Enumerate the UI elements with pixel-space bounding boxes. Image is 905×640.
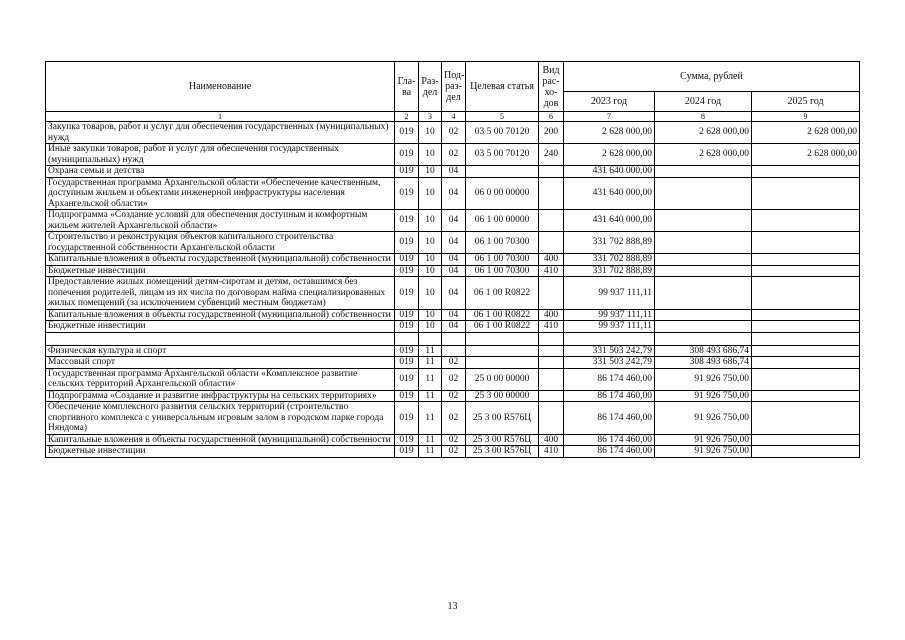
row-glava: 019	[395, 177, 419, 210]
row-razdel: 10	[419, 321, 442, 333]
row-target: 06 1 00 R0822	[466, 321, 539, 333]
row-vid: 240	[539, 144, 564, 166]
row-glava: 019	[395, 166, 419, 178]
row-razdel: 10	[419, 166, 442, 178]
row-razdel: 10	[419, 309, 442, 321]
row-vid	[539, 232, 564, 254]
row-vid: 400	[539, 254, 564, 266]
row-razdel: 10	[419, 265, 442, 277]
row-razdel: 10	[419, 122, 442, 144]
row-podrazdel: 04	[442, 277, 466, 310]
row-vid	[539, 210, 564, 232]
row-sum-2025	[752, 390, 860, 402]
row-name: Охрана семьи и детства	[46, 166, 395, 178]
row-razdel: 11	[419, 446, 442, 458]
header-razdel: Раз-дел	[419, 62, 442, 112]
row-podrazdel: 04	[442, 265, 466, 277]
row-sum-2024	[655, 166, 752, 178]
row-sum-2023: 431 640 000,00	[564, 210, 655, 232]
row-name: Массовый спорт	[46, 357, 395, 369]
row-name	[46, 332, 395, 345]
row-sum-2024: 91 926 750,00	[655, 446, 752, 458]
header-glava: Гла-ва	[395, 62, 419, 112]
row-razdel: 11	[419, 357, 442, 369]
row-sum-2025	[752, 345, 860, 357]
row-target: 06 1 00 70300	[466, 265, 539, 277]
row-vid: 410	[539, 265, 564, 277]
row-razdel: 11	[419, 390, 442, 402]
table-row	[46, 277, 860, 310]
row-vid	[539, 277, 564, 310]
row-target	[466, 345, 539, 357]
row-razdel: 11	[419, 368, 442, 390]
header-sum: Сумма, рублей	[564, 62, 860, 92]
row-sum-2023: 431 640 000,00	[564, 166, 655, 178]
table-row	[46, 210, 860, 232]
row-name: Подпрограмма «Создание и развитие инфраструктуры на сельских территориях»	[46, 390, 395, 402]
row-vid	[539, 177, 564, 210]
row-sum-2024	[655, 177, 752, 210]
row-sum-2025	[752, 368, 860, 390]
header-target: Целевая статья	[466, 62, 539, 112]
header-vid: Вид рас-хо-дов	[539, 62, 564, 112]
row-sum-2023: 86 174 460,00	[564, 368, 655, 390]
row-glava: 019	[395, 232, 419, 254]
header-year-2025: 2025 год	[752, 92, 860, 112]
row-name: Подпрограмма «Создание условий для обеспечения доступным и комфортным жильем жителей Архангельской области»	[46, 210, 395, 232]
row-sum-2024	[655, 309, 752, 321]
row-sum-2024: 2 628 000,00	[655, 122, 752, 144]
table-row	[46, 390, 860, 402]
row-sum-2025	[752, 321, 860, 333]
row-glava: 019	[395, 309, 419, 321]
row-sum-2025: 2 628 000,00	[752, 144, 860, 166]
row-vid	[539, 166, 564, 178]
row-sum-2023: 99 937 111,11	[564, 309, 655, 321]
row-glava: 019	[395, 277, 419, 310]
row-vid: 200	[539, 122, 564, 144]
column-number-row	[46, 112, 860, 122]
row-glava: 019	[395, 210, 419, 232]
row-podrazdel: 02	[442, 390, 466, 402]
row-sum-2025	[752, 265, 860, 277]
row-target: 06 1 00 R0822	[466, 277, 539, 310]
row-target	[466, 357, 539, 369]
budget-table	[45, 61, 860, 458]
row-target: 06 1 00 00000	[466, 210, 539, 232]
row-sum-2023: 431 640 000,00	[564, 177, 655, 210]
row-sum-2024	[655, 277, 752, 310]
row-sum-2024: 308 493 686,74	[655, 357, 752, 369]
row-name: Государственная программа Архангельской области «Комплексное развитие сельских территорий Архангельской области»	[46, 368, 395, 390]
row-podrazdel: 02	[442, 434, 466, 446]
row-sum-2024	[655, 265, 752, 277]
row-glava: 019	[395, 434, 419, 446]
column-number: 6	[539, 112, 564, 122]
table-row	[46, 357, 860, 369]
row-podrazdel: 04	[442, 232, 466, 254]
column-number: 9	[752, 112, 860, 122]
column-number: 2	[395, 112, 419, 122]
row-target: 25 3 00 00000	[466, 390, 539, 402]
row-vid	[539, 332, 564, 345]
table-row	[46, 177, 860, 210]
row-sum-2023: 331 702 888,89	[564, 232, 655, 254]
row-glava: 019	[395, 144, 419, 166]
table-row	[46, 122, 860, 144]
row-sum-2023: 86 174 460,00	[564, 446, 655, 458]
header-year-2024: 2024 год	[655, 92, 752, 112]
row-name: Бюджетные инвестиции	[46, 265, 395, 277]
row-sum-2023: 86 174 460,00	[564, 434, 655, 446]
row-sum-2025	[752, 232, 860, 254]
row-name: Иные закупки товаров, работ и услуг для обеспечения государственных (муниципальных) нужд	[46, 144, 395, 166]
row-sum-2025	[752, 402, 860, 435]
table-row	[46, 309, 860, 321]
row-target: 06 0 00 00000	[466, 177, 539, 210]
row-glava: 019	[395, 357, 419, 369]
row-razdel	[419, 332, 442, 345]
row-target: 06 1 00 70300	[466, 254, 539, 266]
row-vid	[539, 390, 564, 402]
row-vid	[539, 402, 564, 435]
row-razdel: 11	[419, 345, 442, 357]
header-podrazdel: Под-раз-дел	[442, 62, 466, 112]
row-glava: 019	[395, 390, 419, 402]
row-glava: 019	[395, 402, 419, 435]
row-podrazdel: 04	[442, 254, 466, 266]
row-sum-2025	[752, 166, 860, 178]
row-glava: 019	[395, 321, 419, 333]
table-row	[46, 332, 860, 345]
row-sum-2025: 2 628 000,00	[752, 122, 860, 144]
column-number: 3	[419, 112, 442, 122]
row-name: Государственная программа Архангельской области «Обеспечение качественным, доступным жильем и объектами инженерной инфраструктуры населения Архангельской области»	[46, 177, 395, 210]
row-razdel: 10	[419, 144, 442, 166]
column-number: 7	[564, 112, 655, 122]
row-sum-2023: 331 702 888,89	[564, 265, 655, 277]
row-target	[466, 166, 539, 178]
row-vid: 400	[539, 309, 564, 321]
row-podrazdel: 04	[442, 321, 466, 333]
table-row	[46, 321, 860, 333]
row-name: Бюджетные инвестиции	[46, 321, 395, 333]
column-number: 8	[655, 112, 752, 122]
row-target	[466, 332, 539, 345]
row-sum-2023: 331 702 888,89	[564, 254, 655, 266]
row-podrazdel: 04	[442, 309, 466, 321]
row-target: 25 3 00 R576Ц	[466, 446, 539, 458]
row-sum-2023: 99 937 111,11	[564, 321, 655, 333]
row-target: 06 1 00 R0822	[466, 309, 539, 321]
row-sum-2025	[752, 309, 860, 321]
row-name: Капитальные вложения в объекты государственной (муниципальной) собственности	[46, 254, 395, 266]
row-podrazdel: 04	[442, 166, 466, 178]
table-row	[46, 254, 860, 266]
row-sum-2025	[752, 332, 860, 345]
row-name: Капитальные вложения в объекты государственной (муниципальной) собственности	[46, 434, 395, 446]
column-number: 5	[466, 112, 539, 122]
row-sum-2023: 99 937 111,11	[564, 277, 655, 310]
row-vid	[539, 368, 564, 390]
row-sum-2025	[752, 177, 860, 210]
row-podrazdel: 02	[442, 402, 466, 435]
row-sum-2024: 91 926 750,00	[655, 368, 752, 390]
row-razdel: 11	[419, 434, 442, 446]
row-razdel: 10	[419, 277, 442, 310]
row-name: Закупка товаров, работ и услуг для обеспечения государственных (муниципальных) нужд	[46, 122, 395, 144]
row-target: 06 1 00 70300	[466, 232, 539, 254]
table-row	[46, 446, 860, 458]
row-sum-2025	[752, 254, 860, 266]
row-sum-2024	[655, 321, 752, 333]
row-target: 03 5 00 70120	[466, 144, 539, 166]
row-sum-2023: 86 174 460,00	[564, 390, 655, 402]
row-target: 25 0 00 00000	[466, 368, 539, 390]
row-glava: 019	[395, 122, 419, 144]
table-row	[46, 434, 860, 446]
row-sum-2023: 2 628 000,00	[564, 122, 655, 144]
row-sum-2023: 2 628 000,00	[564, 144, 655, 166]
row-vid: 400	[539, 434, 564, 446]
row-glava: 019	[395, 446, 419, 458]
column-number: 4	[442, 112, 466, 122]
row-vid: 410	[539, 321, 564, 333]
row-sum-2023: 86 174 460,00	[564, 402, 655, 435]
row-sum-2024: 2 628 000,00	[655, 144, 752, 166]
row-sum-2025	[752, 210, 860, 232]
row-razdel: 10	[419, 210, 442, 232]
row-name: Строительство и реконструкция объектов капитального строительства государственной собственности Архангельской области	[46, 232, 395, 254]
row-name: Физическая культура и спорт	[46, 345, 395, 357]
row-sum-2024	[655, 332, 752, 345]
row-razdel: 11	[419, 402, 442, 435]
row-podrazdel: 02	[442, 357, 466, 369]
column-number: 1	[46, 112, 395, 122]
row-sum-2025	[752, 434, 860, 446]
row-razdel: 10	[419, 254, 442, 266]
row-podrazdel: 02	[442, 368, 466, 390]
row-vid: 410	[539, 446, 564, 458]
row-glava: 019	[395, 265, 419, 277]
row-sum-2023: 331 503 242,79	[564, 357, 655, 369]
row-sum-2023	[564, 332, 655, 345]
row-sum-2024: 91 926 750,00	[655, 402, 752, 435]
header-year-2023: 2023 год	[564, 92, 655, 112]
row-name: Капитальные вложения в объекты государственной (муниципальной) собственности	[46, 309, 395, 321]
row-sum-2024: 91 926 750,00	[655, 390, 752, 402]
row-podrazdel	[442, 345, 466, 357]
row-glava: 019	[395, 254, 419, 266]
row-podrazdel: 02	[442, 122, 466, 144]
table-row	[46, 345, 860, 357]
page-number: 13	[447, 601, 458, 612]
header-name: Наименование	[46, 62, 395, 112]
table-row	[46, 402, 860, 435]
table-row	[46, 368, 860, 390]
table-row	[46, 166, 860, 178]
row-target: 25 3 00 R576Ц	[466, 434, 539, 446]
row-target: 25 3 00 R576Ц	[466, 402, 539, 435]
row-sum-2023: 331 503 242,79	[564, 345, 655, 357]
row-name: Обеспечение комплексного развития сельских территорий (строительство спортивного комплекса с универсальным игровым залом в городском парке города Няндома)	[46, 402, 395, 435]
row-glava: 019	[395, 368, 419, 390]
row-name: Бюджетные инвестиции	[46, 446, 395, 458]
row-sum-2025	[752, 357, 860, 369]
row-name: Предоставление жилых помещений детям-сиротам и детям, оставшимся без попечения родителей, лицам из их числа по договорам найма специализированных жилых помещений (за исключением субвенций местным бюджетам)	[46, 277, 395, 310]
row-podrazdel: 02	[442, 446, 466, 458]
row-sum-2024: 91 926 750,00	[655, 434, 752, 446]
table-row	[46, 265, 860, 277]
row-razdel: 10	[419, 177, 442, 210]
row-vid	[539, 357, 564, 369]
row-sum-2024	[655, 210, 752, 232]
table-row	[46, 232, 860, 254]
row-sum-2025	[752, 446, 860, 458]
row-podrazdel: 04	[442, 177, 466, 210]
row-podrazdel: 02	[442, 144, 466, 166]
row-sum-2025	[752, 277, 860, 310]
row-glava	[395, 332, 419, 345]
row-sum-2024: 308 493 686,74	[655, 345, 752, 357]
row-podrazdel	[442, 332, 466, 345]
row-sum-2024	[655, 254, 752, 266]
row-glava: 019	[395, 345, 419, 357]
table-row	[46, 144, 860, 166]
row-target: 03 5 00 70120	[466, 122, 539, 144]
row-vid	[539, 345, 564, 357]
row-razdel: 10	[419, 232, 442, 254]
row-sum-2024	[655, 232, 752, 254]
row-podrazdel: 04	[442, 210, 466, 232]
